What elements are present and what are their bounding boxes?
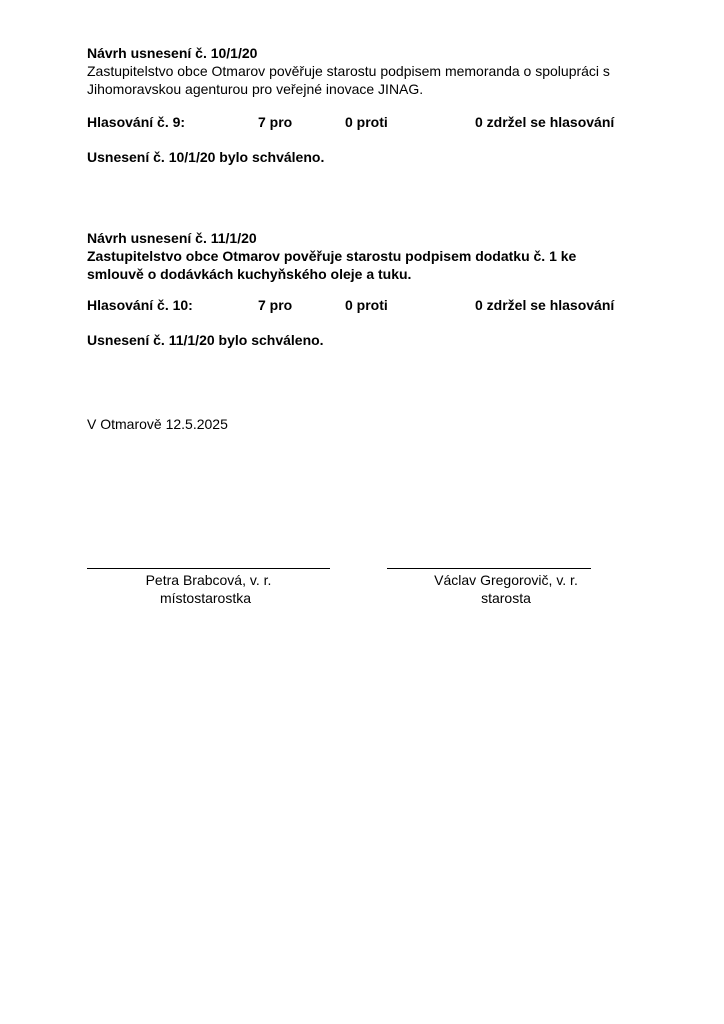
vote-row-9 xyxy=(87,113,667,131)
signatory-name: Petra Brabcová, v. r. xyxy=(145,572,272,588)
vote-for: 7 pro xyxy=(258,297,293,313)
vote-abstain: 0 zdržel se hlasování xyxy=(475,114,615,130)
signature-right xyxy=(387,568,591,607)
signature-line xyxy=(387,568,591,569)
resolution-result-11 xyxy=(87,331,667,349)
resolution-heading: Návrh usnesení č. 11/1/20 xyxy=(87,230,257,246)
vote-against: 0 proti xyxy=(345,297,388,313)
vote-for: 7 pro xyxy=(258,114,293,130)
resolution-text: Zastupitelstvo obce Otmarov pověřuje starostu podpisem dodatku č. 1 ke smlouvě o dodávkách kuchyňského oleje a tuku. xyxy=(87,248,577,282)
vote-row-10 xyxy=(87,296,667,314)
resolution-heading: Návrh usnesení č. 10/1/20 xyxy=(87,45,258,61)
place-date-text: V Otmarově 12.5.2025 xyxy=(87,416,228,432)
signatory-role: starosta xyxy=(481,590,531,606)
resolution-text: Zastupitelstvo obce Otmarov pověřuje starostu podpisem memoranda o spolupráci s Jihomoravskou agenturou pro veřejné inovace JINAG. xyxy=(87,63,610,97)
vote-label: Hlasování č. 10: xyxy=(87,297,193,313)
resolution-result: Usnesení č. 10/1/20 bylo schváleno. xyxy=(87,149,325,165)
vote-against: 0 proti xyxy=(345,114,388,130)
resolution-result-10 xyxy=(87,148,667,166)
resolution-10 xyxy=(87,44,667,98)
signature-left xyxy=(87,568,330,607)
signature-line xyxy=(87,568,330,569)
resolution-result: Usnesení č. 11/1/20 bylo schváleno. xyxy=(87,332,324,348)
signatory-name: Václav Gregorovič, v. r. xyxy=(434,572,578,588)
place-date xyxy=(87,415,667,433)
vote-abstain: 0 zdržel se hlasování xyxy=(475,297,615,313)
vote-label: Hlasování č. 9: xyxy=(87,114,186,130)
resolution-11 xyxy=(87,229,667,283)
signatory-role: místostarostka xyxy=(159,590,252,606)
